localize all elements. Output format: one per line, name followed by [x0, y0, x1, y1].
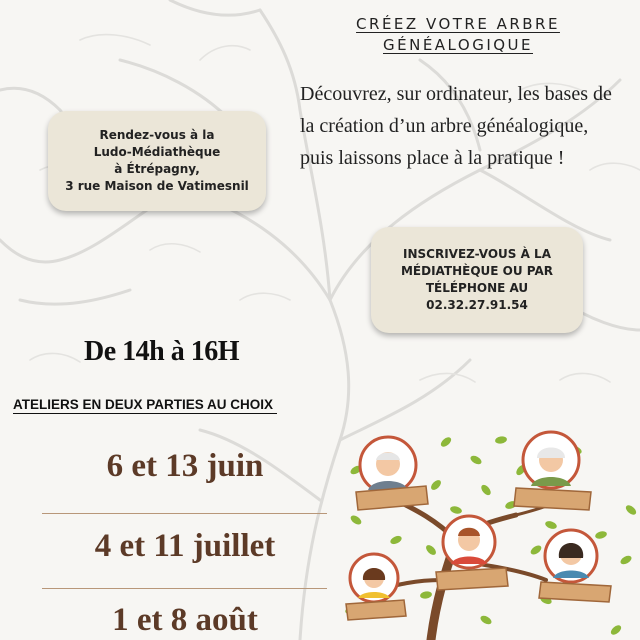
- location-line4: 3 rue Maison de Vatimesnil: [65, 179, 249, 193]
- date-1: 6 et 13 juin: [106, 448, 264, 484]
- registration-card: [371, 227, 583, 333]
- divider: [42, 513, 327, 514]
- family-tree-illustration: [336, 430, 640, 640]
- page-title-line1: CRÉEZ VOTRE ARBRE: [356, 15, 560, 33]
- date-3: 1 et 8 août: [112, 602, 258, 638]
- location-line2: Ludo-Médiathèque: [93, 145, 221, 159]
- workshops-heading: ATELIERS EN DEUX PARTIES AU CHOIX: [13, 397, 277, 414]
- intro-text: Découvrez, sur ordinateur, les bases de la création d’un arbre généalogique, puis laissons place à la pratique !: [300, 83, 612, 169]
- location-line1: Rendez-vous à la: [99, 128, 215, 142]
- portrait-grandfather: [360, 437, 416, 493]
- register-line1: INSCRIVEZ-VOUS À LA: [403, 247, 551, 261]
- portrait-grandmother: [523, 432, 579, 488]
- register-line3: TÉLÉPHONE AU: [425, 281, 529, 295]
- page-title: [340, 14, 576, 56]
- divider: [42, 588, 327, 589]
- location-line3: à Étrépagny,: [114, 162, 200, 176]
- date-2: 4 et 11 juillet: [94, 528, 276, 564]
- register-line2: MÉDIATHÈQUE OU PAR: [400, 264, 553, 278]
- location-card: [48, 111, 266, 211]
- portrait-father: [443, 516, 495, 568]
- page-title-line2: GÉNÉALOGIQUE: [383, 36, 533, 54]
- hours-heading: De 14h à 16H: [84, 336, 239, 367]
- portrait-woman: [545, 530, 597, 582]
- register-phone: 02.32.27.91.54: [426, 298, 528, 312]
- portrait-girl: [350, 554, 398, 602]
